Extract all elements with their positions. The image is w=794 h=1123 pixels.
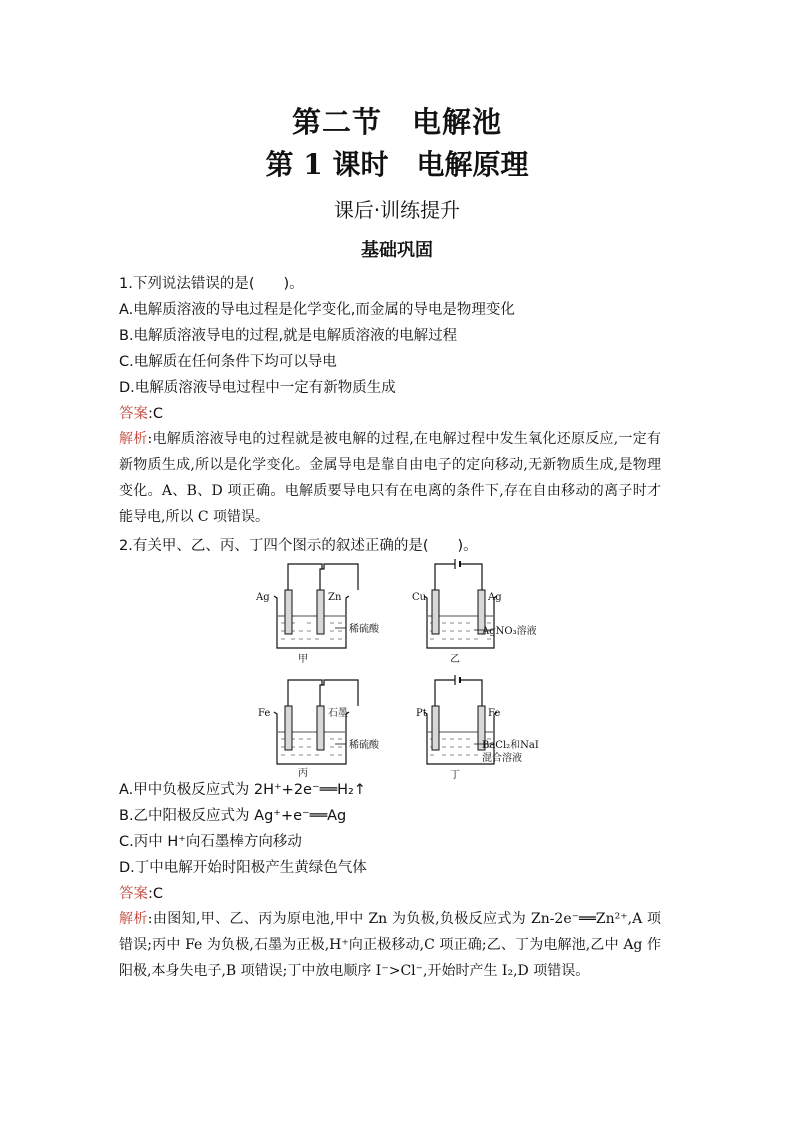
q1-answer xyxy=(119,402,163,423)
figure-jia-left-label: Ag xyxy=(256,592,270,603)
figure-yi-right-label: Ag xyxy=(488,592,502,603)
q1-answer-value: :C xyxy=(148,406,164,422)
q1-explanation-label: 解析 xyxy=(119,431,148,447)
q2-stem: 2.有关甲、乙、丙、丁四个图示的叙述正确的是( )。 xyxy=(119,538,478,554)
figure-bing-left-label: Fe xyxy=(258,708,271,719)
figure-yi-name: 乙 xyxy=(450,654,460,665)
q2-option-d: D.丁中电解开始时阳极产生黄绿色气体 xyxy=(119,860,367,876)
q2-answer xyxy=(119,882,163,903)
q1-option-c: C.电解质在任何条件下均可以导电 xyxy=(119,354,337,370)
figure-bing-solution: 稀硫酸 xyxy=(349,740,379,751)
q1-stem: 1.下列说法错误的是( )。 xyxy=(119,276,304,292)
figure-yi-solution: AgNO₃溶液 xyxy=(482,626,537,637)
figure-jia-right-label: Zn xyxy=(328,592,342,603)
q2-answer-label: 答案 xyxy=(119,886,148,902)
q1-option-a: A.电解质溶液的导电过程是化学变化,而金属的导电是物理变化 xyxy=(119,302,515,318)
figure-ding-name: 丁 xyxy=(450,770,460,781)
q2-option-b: B.乙中阳极反应式为 Ag⁺+e⁻══Ag xyxy=(119,808,347,824)
figure-jia xyxy=(250,556,380,666)
figure-jia-solution: 稀硫酸 xyxy=(349,624,379,635)
figure-ding-solution-line2: 混合溶液 xyxy=(482,753,522,764)
q1-answer-label: 答案 xyxy=(119,406,148,422)
figure-yi-left-label: Cu xyxy=(412,592,427,603)
figure-jia-name: 甲 xyxy=(298,654,308,665)
q2-option-a: A.甲中负极反应式为 2H⁺+2e⁻══H₂↑ xyxy=(119,782,366,798)
figure-bing xyxy=(250,672,380,780)
q1-option-b: B.电解质溶液导电的过程,就是电解质溶液的电解过程 xyxy=(119,328,458,344)
q1-explanation-text: :电解质溶液导电的过程就是被电解的过程,在电解过程中发生氧化还原反应,一定有新物质生成,所以是化学变化。金属导电是靠自由电子的定向移动,无新物质生成,是物理变化。A、B、D 项正确。电解质要导电只有在电离的条件下,存在自由移动的离子时才能导电,所以 C 项错误。 xyxy=(119,431,662,525)
q1-explanation xyxy=(119,426,661,530)
section-title: 第二节 电解池 xyxy=(291,105,502,139)
q1-option-d: D.电解质溶液导电过程中一定有新物质生成 xyxy=(119,380,396,396)
q2-option-c: C.丙中 H⁺向石墨棒方向移动 xyxy=(119,834,302,850)
figure-bing-name: 丙 xyxy=(298,768,308,779)
figure-ding-solution-line1: BaCl₂和NaI xyxy=(482,740,539,751)
q2-explanation-text: :由图知,甲、乙、丙为原电池,甲中 Zn 为负极,负极反应式为 Zn-2e⁻══Zn²⁺,A 项错误;丙中 Fe 为负极,石墨为正极,H⁺向正极移动,C 项正确;乙、丁为电解池,乙中 Ag 作阳极,本身失电子,B 项错误;丁中放电顺序 I⁻>Cl⁻,开始时产生 I₂,D 项错误。 xyxy=(119,911,662,979)
q2-answer-value: :C xyxy=(148,886,164,902)
figure-ding-right-label: Fe xyxy=(488,708,501,719)
q2-explanation xyxy=(119,906,661,984)
figure-bing-right-label: 石墨 xyxy=(328,708,348,719)
part-heading: 基础巩固 xyxy=(361,240,433,261)
figure-ding xyxy=(410,672,560,802)
figure-ding-left-label: Pt xyxy=(416,708,427,719)
subtitle: 课后·训练提升 xyxy=(333,198,461,222)
q2-explanation-label: 解析 xyxy=(119,911,148,927)
lesson-title: 第 1 课时 电解原理 xyxy=(265,148,529,181)
figure-yi xyxy=(410,556,560,666)
